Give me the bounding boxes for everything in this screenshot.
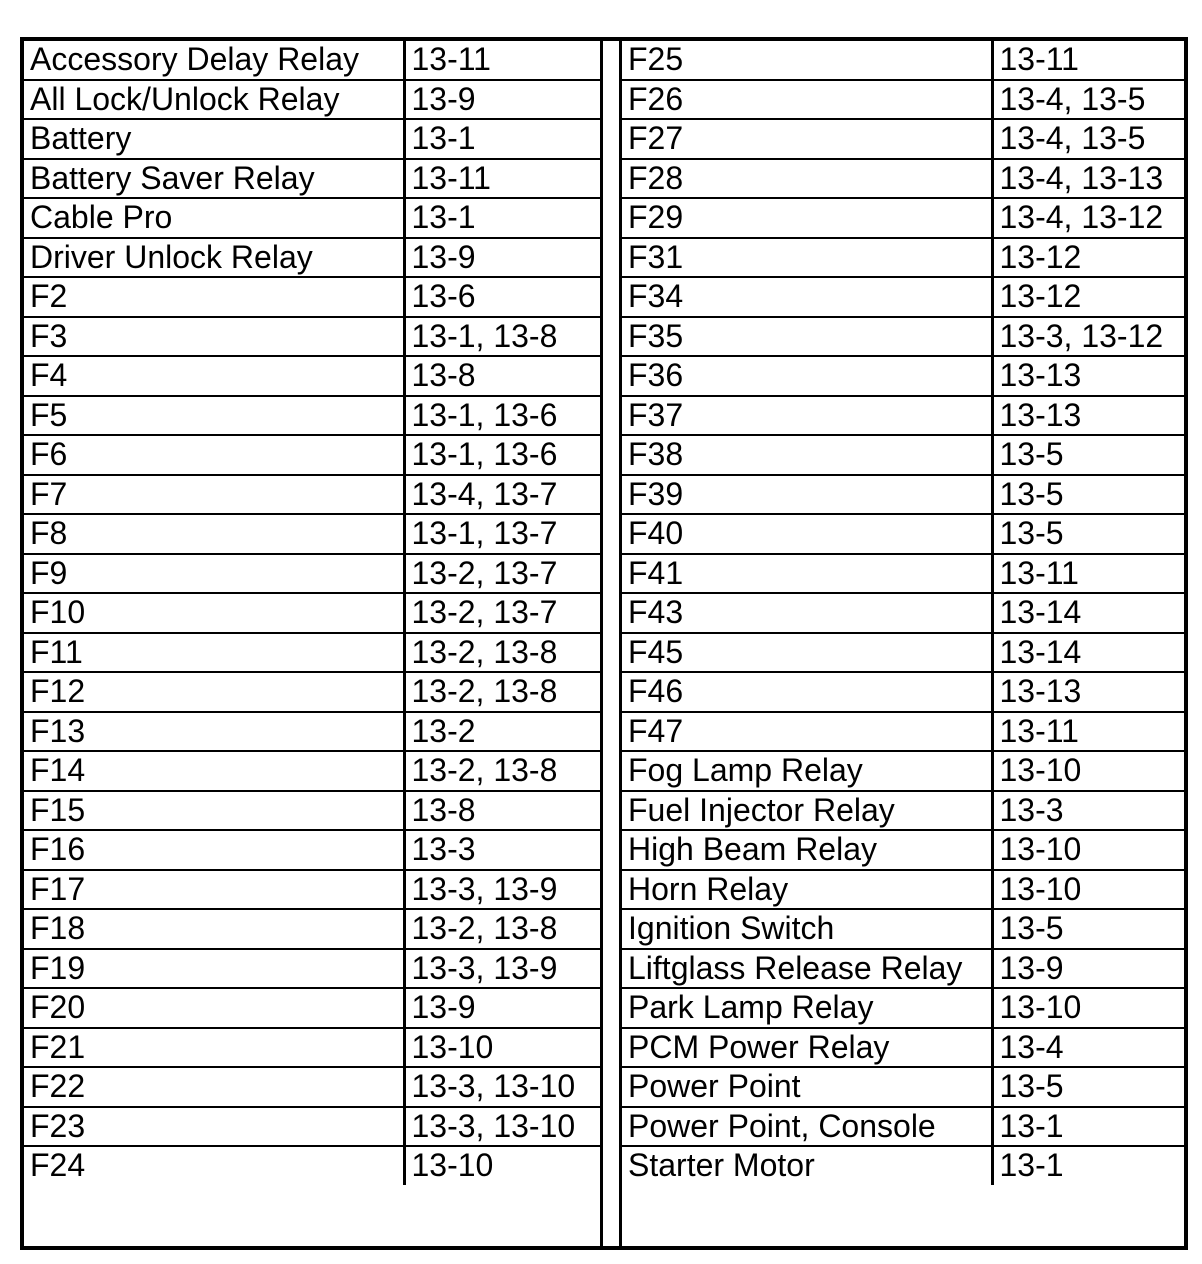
table-row [24, 830, 600, 870]
table-row [622, 830, 1184, 870]
page-reference: 13-4, 13-5 [992, 119, 1184, 159]
page-reference: 13-14 [992, 633, 1184, 673]
page-reference: 13-13 [992, 672, 1184, 712]
component-name: F17 [24, 870, 404, 910]
component-name: Starter Motor [622, 1146, 992, 1185]
table-row [622, 119, 1184, 159]
page-reference: 13-9 [404, 80, 600, 120]
component-name: Cable Pro [24, 198, 404, 238]
table-row [24, 80, 600, 120]
index-table-left [24, 41, 600, 1185]
table-row [24, 317, 600, 357]
component-name: Driver Unlock Relay [24, 238, 404, 278]
component-name: F20 [24, 988, 404, 1028]
component-name: F8 [24, 514, 404, 554]
table-row [622, 672, 1184, 712]
table-row [622, 1107, 1184, 1147]
table-row [24, 396, 600, 436]
component-name: F14 [24, 751, 404, 791]
page-reference: 13-4 [992, 1028, 1184, 1068]
table-row [622, 712, 1184, 752]
component-name: Park Lamp Relay [622, 988, 992, 1028]
table-row [24, 356, 600, 396]
table-row [622, 396, 1184, 436]
component-name: F16 [24, 830, 404, 870]
page-reference: 13-8 [404, 791, 600, 831]
component-name: Accessory Delay Relay [24, 41, 404, 80]
page-reference: 13-13 [992, 356, 1184, 396]
component-name: F11 [24, 633, 404, 673]
table-row [622, 633, 1184, 673]
page-reference: 13-1 [404, 198, 600, 238]
page-reference: 13-2, 13-7 [404, 593, 600, 633]
page-reference: 13-1, 13-8 [404, 317, 600, 357]
page-reference: 13-13 [992, 396, 1184, 436]
component-name: F39 [622, 475, 992, 515]
component-name: F35 [622, 317, 992, 357]
table-row [622, 1067, 1184, 1107]
component-name: F41 [622, 554, 992, 594]
table-row [24, 514, 600, 554]
component-name: F29 [622, 198, 992, 238]
page-reference: 13-4, 13-13 [992, 159, 1184, 199]
index-table-right [622, 41, 1184, 1185]
table-row [24, 41, 600, 80]
page-reference: 13-5 [992, 909, 1184, 949]
page-reference: 13-2, 13-8 [404, 909, 600, 949]
component-name: F46 [622, 672, 992, 712]
table-row [24, 475, 600, 515]
table-row [622, 988, 1184, 1028]
page-reference: 13-10 [404, 1028, 600, 1068]
page-reference: 13-2, 13-8 [404, 633, 600, 673]
table-row [622, 593, 1184, 633]
page-reference: 13-6 [404, 277, 600, 317]
table-row [24, 633, 600, 673]
table-row [622, 198, 1184, 238]
page-reference: 13-1, 13-6 [404, 435, 600, 475]
component-name: F37 [622, 396, 992, 436]
page-reference: 13-5 [992, 514, 1184, 554]
page-reference: 13-1 [992, 1107, 1184, 1147]
component-name: F24 [24, 1146, 404, 1185]
component-name: F27 [622, 119, 992, 159]
table-row [24, 909, 600, 949]
page-reference: 13-1, 13-7 [404, 514, 600, 554]
page-reference: 13-9 [992, 949, 1184, 989]
table-row [24, 554, 600, 594]
table-row [24, 712, 600, 752]
table-row [24, 1028, 600, 1068]
page-reference: 13-11 [992, 712, 1184, 752]
component-name: F18 [24, 909, 404, 949]
page-reference: 13-8 [404, 356, 600, 396]
table-row [622, 949, 1184, 989]
page-reference: 13-10 [992, 751, 1184, 791]
component-name: Fuel Injector Relay [622, 791, 992, 831]
component-name: F10 [24, 593, 404, 633]
component-name: F22 [24, 1067, 404, 1107]
table-row [622, 751, 1184, 791]
component-name: F43 [622, 593, 992, 633]
column-divider [600, 41, 622, 1246]
page-reference: 13-1 [404, 119, 600, 159]
page-reference: 13-11 [992, 554, 1184, 594]
component-name: F36 [622, 356, 992, 396]
component-name: F5 [24, 396, 404, 436]
component-name: Liftglass Release Relay [622, 949, 992, 989]
page-reference: 13-2 [404, 712, 600, 752]
table-row [24, 1107, 600, 1147]
component-name: F21 [24, 1028, 404, 1068]
page-reference: 13-9 [404, 238, 600, 278]
table-row [24, 1146, 600, 1185]
index-table [20, 37, 1188, 1250]
table-row [622, 80, 1184, 120]
page-reference: 13-9 [404, 988, 600, 1028]
page-reference: 13-10 [992, 870, 1184, 910]
page-reference: 13-10 [404, 1146, 600, 1185]
page-reference: 13-3, 13-10 [404, 1107, 600, 1147]
page-reference: 13-3, 13-9 [404, 870, 600, 910]
table-row [24, 159, 600, 199]
table-row [622, 277, 1184, 317]
component-name: F4 [24, 356, 404, 396]
page-reference: 13-10 [992, 830, 1184, 870]
page-reference: 13-3, 13-10 [404, 1067, 600, 1107]
page-reference: 13-3, 13-12 [992, 317, 1184, 357]
component-name: F13 [24, 712, 404, 752]
table-row [622, 791, 1184, 831]
component-name: All Lock/Unlock Relay [24, 80, 404, 120]
component-name: Power Point, Console [622, 1107, 992, 1147]
component-name: F6 [24, 435, 404, 475]
page-reference: 13-1 [992, 1146, 1184, 1185]
table-row [24, 791, 600, 831]
table-row [622, 159, 1184, 199]
table-row [24, 119, 600, 159]
component-name: PCM Power Relay [622, 1028, 992, 1068]
table-row [24, 672, 600, 712]
page-reference: 13-3, 13-9 [404, 949, 600, 989]
component-name: High Beam Relay [622, 830, 992, 870]
component-name: F12 [24, 672, 404, 712]
component-name: F40 [622, 514, 992, 554]
component-name: F3 [24, 317, 404, 357]
table-row [622, 1028, 1184, 1068]
component-name: Power Point [622, 1067, 992, 1107]
table-row [622, 909, 1184, 949]
component-name: F26 [622, 80, 992, 120]
table-row [622, 317, 1184, 357]
page-reference: 13-2, 13-7 [404, 554, 600, 594]
component-name: F25 [622, 41, 992, 80]
page-reference: 13-14 [992, 593, 1184, 633]
table-row [622, 514, 1184, 554]
component-name: Ignition Switch [622, 909, 992, 949]
component-name: F28 [622, 159, 992, 199]
table-row [24, 238, 600, 278]
page-reference: 13-5 [992, 475, 1184, 515]
component-name: F47 [622, 712, 992, 752]
component-name: F45 [622, 633, 992, 673]
component-name: F2 [24, 277, 404, 317]
page-reference: 13-5 [992, 1067, 1184, 1107]
page-reference: 13-2, 13-8 [404, 672, 600, 712]
table-row [24, 198, 600, 238]
page-reference: 13-10 [992, 988, 1184, 1028]
component-name: F15 [24, 791, 404, 831]
page-reference: 13-4, 13-12 [992, 198, 1184, 238]
table-row [24, 751, 600, 791]
page-reference: 13-4, 13-5 [992, 80, 1184, 120]
table-row [622, 41, 1184, 80]
component-name: F38 [622, 435, 992, 475]
component-name: F9 [24, 554, 404, 594]
page-reference: 13-3 [992, 791, 1184, 831]
page-reference: 13-5 [992, 435, 1184, 475]
page-reference: 13-11 [992, 41, 1184, 80]
component-name: Horn Relay [622, 870, 992, 910]
page-reference: 13-12 [992, 238, 1184, 278]
page-reference: 13-12 [992, 277, 1184, 317]
page-reference: 13-2, 13-8 [404, 751, 600, 791]
table-row [24, 1067, 600, 1107]
table-row [622, 435, 1184, 475]
table-row [622, 1146, 1184, 1185]
table-row [622, 475, 1184, 515]
component-name: F7 [24, 475, 404, 515]
page-reference: 13-11 [404, 41, 600, 80]
component-name: Battery [24, 119, 404, 159]
component-name: F34 [622, 277, 992, 317]
table-row [622, 554, 1184, 594]
page-reference: 13-11 [404, 159, 600, 199]
component-name: F19 [24, 949, 404, 989]
table-row [622, 238, 1184, 278]
table-row [622, 356, 1184, 396]
table-row [24, 870, 600, 910]
table-row [622, 870, 1184, 910]
component-name: Fog Lamp Relay [622, 751, 992, 791]
table-row [24, 988, 600, 1028]
table-row [24, 435, 600, 475]
page-reference: 13-4, 13-7 [404, 475, 600, 515]
component-name: F31 [622, 238, 992, 278]
table-row [24, 949, 600, 989]
component-name: Battery Saver Relay [24, 159, 404, 199]
page-reference: 13-3 [404, 830, 600, 870]
table-row [24, 277, 600, 317]
table-row [24, 593, 600, 633]
page-reference: 13-1, 13-6 [404, 396, 600, 436]
component-name: F23 [24, 1107, 404, 1147]
